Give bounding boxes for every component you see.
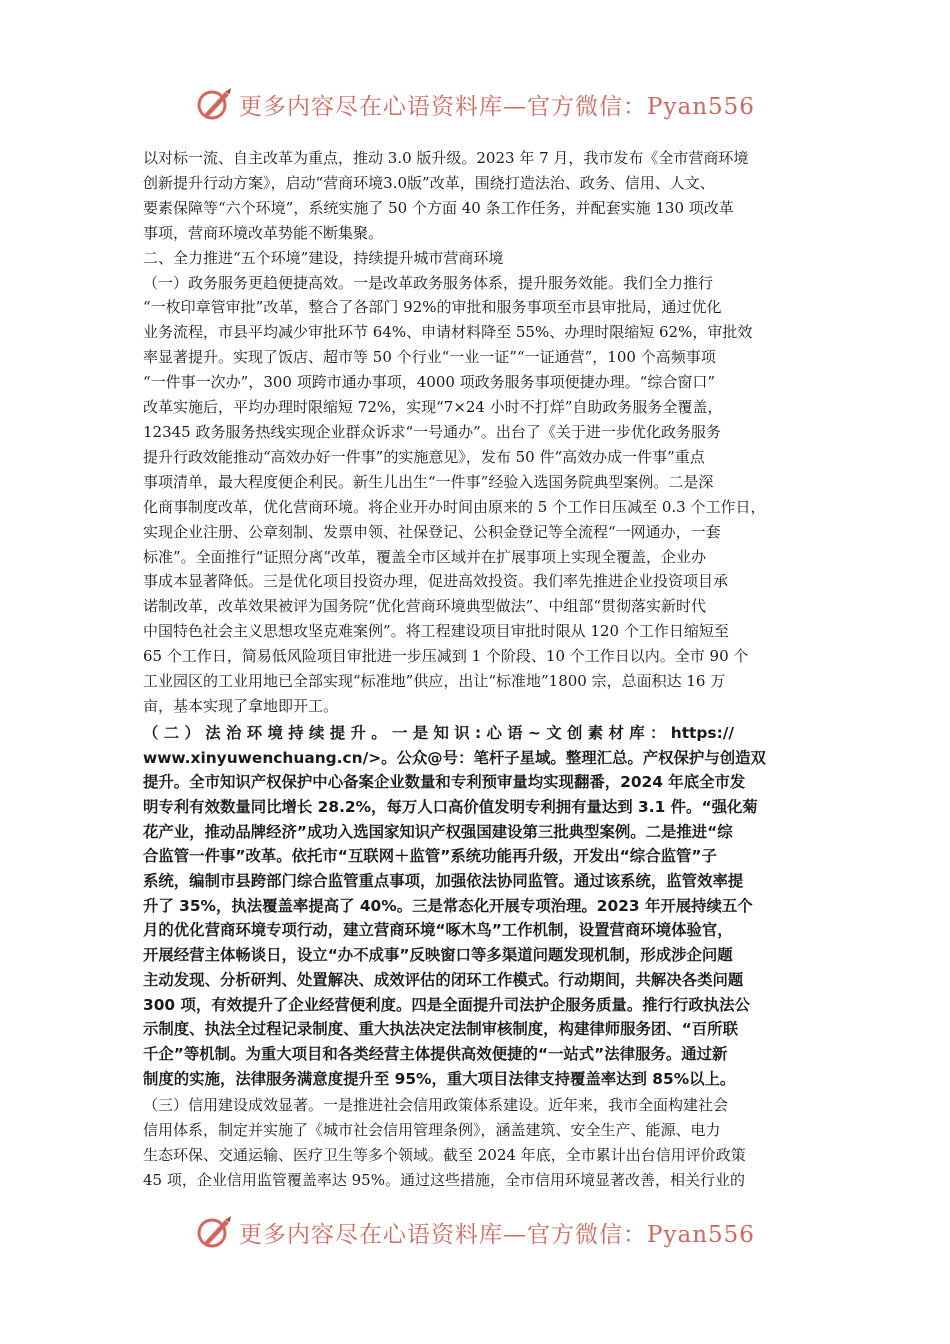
paragraph-government-services: （一）政务服务更趋便捷高效。一是改革政务服务体系，提升服务效能。我们全力推行 “一枚印章管审批”改革，整合了各部门 92%的审批和服务事项至市县审批局，通过优化 业务流程，市县平均减少审批环节 64%、申请材料降至 55%、办理时限缩短 62%，审批效 率显著提升。实现了饭店、超市等 50 个行业“一业一证”“一证通营”，100 个高频事项 “一件事一次办”，300 项跨市通办事项，4000 项政务服务事项便捷办理。“综合窗口” 改革实施后，平均办理时限缩短 72%，实现“7×24 小时不打烊”自助政务服务全覆盖， 12345 政务服务热线实现企业群众诉求“一号通办”。出台了《关于进一步优化政务服务 提升行政效能推动“高效办好一件事”的实施意见》，发布 50 件“高效办成一件事”重点 事项清单，最大程度便企利民。新生儿出生“一件事”经验入选国务院典型案例。二是深 化商事制度改革，优化营商环境。将企业开办时间由原来的 5 个工作日压减至 0.3 个工作日， 实现企业注册、公章刻制、发票申领、社保登记、公积金登记等全流程“一网通办，一套 标准”。全面推行“证照分离”改革，覆盖全市区域并在扩展事项上实现全覆盖，企业办 事成本显著降低。三是优化项目投资办理，促进高效投资。我们率先推进企业投资项目承 诺制改革，改革效果被评为国务院“优化营商环境典型做法”、中组部“贯彻落实新时代 中国特色社会主义思想攻坚克难案例”。将工程建设项目审批时限从 120 个工作日缩短至 65 个工作日，简易低风险项目审批进一步压减到 1 个阶段、10 个工作日以内。全市 90 个 工业园区的工业用地已全部实现“标准地”供应，出让“标准地”1800 宗，总面积达 16 万 亩，基本实现了拿地即开工。 (143, 273, 766, 715)
paragraph-intro: 以对标一流、自主改革为重点，推动 3.0 版升级。2023 年 7 月，我市发布《全市营商环境 创新提升行动方案》，启动“营商环境3.0版”改革，围绕打造法治、政务、信用、人文、 要素保障等“六个环境”，系统实施了 50 个方面 40 条工作任务，并配套实施 130 项改革 事项，营商环境改革势能不断集聚。 (143, 149, 749, 242)
section-heading: 二、全力推进“五个环境”建设，持续提升城市营商环境 (143, 248, 504, 267)
watermark-text: 更多内容尽在心语资料库—官方微信：Pyan556 (239, 93, 755, 120)
brush-logo-icon (195, 1214, 235, 1250)
watermark-text: 更多内容尽在心语资料库—官方微信：Pyan556 (239, 1221, 755, 1248)
document-body (143, 146, 813, 1193)
paragraph-credit: （三）信用建设成效显著。一是推进社会信用政策体系建设。近年来，我市全面构建社会 信用体系，制定并实施了《城市社会信用管理条例》，涵盖建筑、安全生产、能源、电力 生态环保、交通运输、医疗卫生等多个领域。截至 2024 年底，全市累计出台信用评价政策 45 项，企业信用监管覆盖率达 95%。通过这些措施，全市信用环境显著改善，相关行业的 (143, 1096, 746, 1190)
paragraph-rule-of-law: （ 二 ） 法 治 环 境 持 续 提 升 。 一 是 知 识 : 心 语 ~ 文 创 素 材 库 ： https:// www.xinyuwenchuang.cn/>。公众@号：笔杆子星域。整理汇总。产权保护与创造双 提升。全市知识产权保护中心备案企业数量和专利预审量均实现翻番，2024 年底全市发 明专利有效数量同比增长 28.2%，每万人口高价值发明专利拥有量达到 3.1 件。“强化菊 花产业，推动品牌经济”成功入选国家知识产权强国建设第三批典型案例。二是推进“综 合监管一件事”改革。依托市“互联网＋监管”系统功能再升级，开发出“综合监管”子 系统，编制市县跨部门综合监管重点事项，加强依法协同监管。通过该系统，监管效率提 升了 35%，执法覆盖率提高了 40%。三是常态化开展专项治理。2023 年开展持续五个 月的优化营商环境专项行动，建立营商环境“啄木鸟”工作机制，设置营商环境体验官， 开展经营主体畅谈日，设立“办不成事”反映窗口等多渠道问题发现机制，形成涉企问题 主动发现、分析研判、处置解决、成效评估的闭环工作模式。行动期间，共解决各类问题 300 项，有效提升了企业经营便利度。四是全面提升司法护企服务质量。推行行政执法公 示制度、执法全过程记录制度、重大执法决定法制审核制度，构建律师服务团、“百所联 千企”等机制。为重大项目和各类经营主体提供高效便捷的“一站式”法律服务。通过新 制度的实施，法律服务满意度提升至 95%，重大项目法律支持覆盖率达到 85%以上。 (143, 723, 766, 1088)
watermark-banner-top (0, 84, 950, 124)
brush-logo-icon (195, 86, 235, 122)
watermark-banner-bottom (0, 1212, 950, 1252)
